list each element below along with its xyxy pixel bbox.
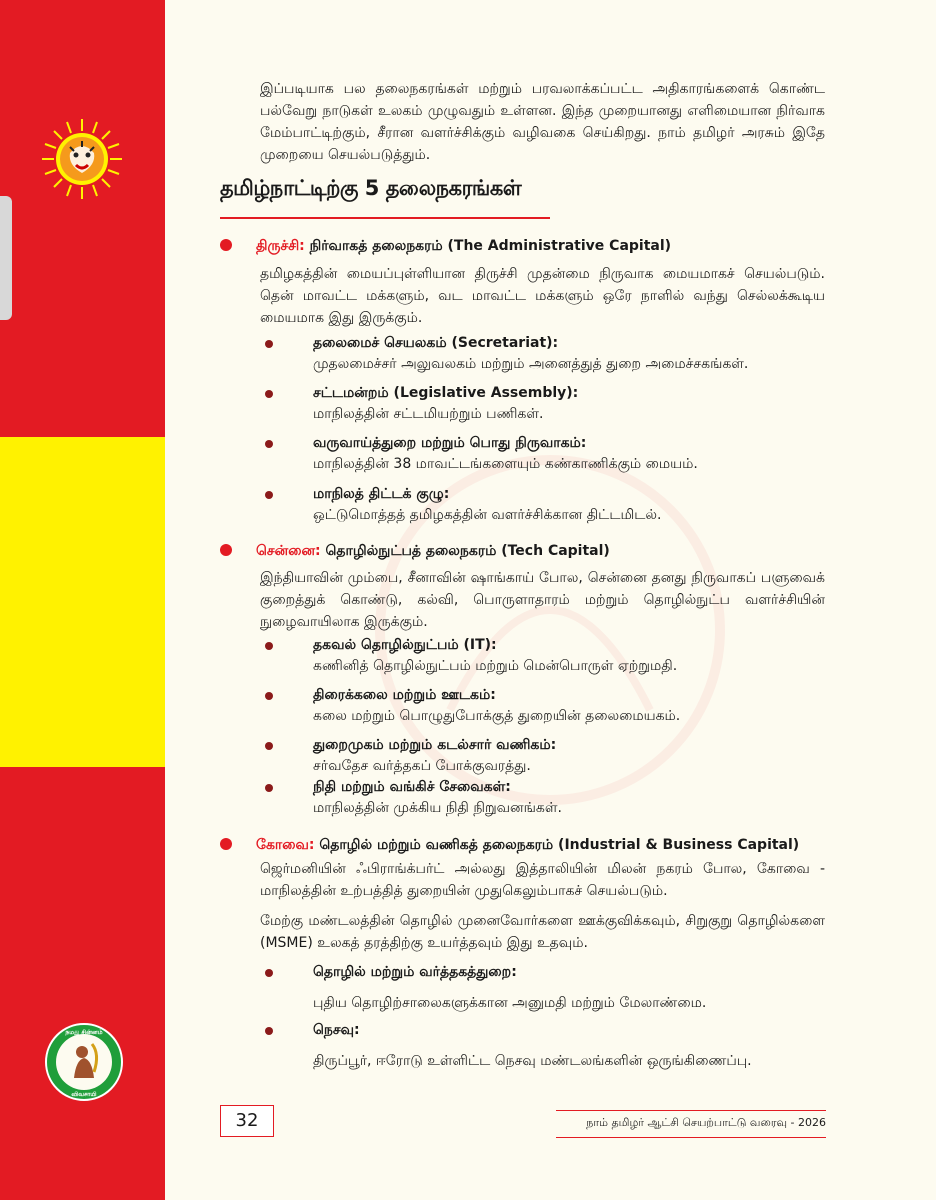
red-bullet-icon [220, 838, 232, 850]
kovai-description-2: மேற்கு மண்டலத்தின் தொழில் முனைவோர்களை ஊக்குவிக்கவும், சிறுகுறு தொழில்களை (MSME) உலகத் தரத்திற்கு உயர்த்தவும் இது உதவும். [260, 913, 825, 951]
item-description: சர்வதேச வர்த்தகப் போக்குவரத்து. [313, 758, 531, 774]
city-name: கோவை: [256, 837, 315, 853]
item-title: நெசவு: [313, 1022, 360, 1038]
item-description: முதலமைச்சர் அலுவலகம் மற்றும் அனைத்துத் துறை அமைச்சகங்கள். [313, 356, 749, 372]
bullet-icon [265, 742, 273, 750]
list-item [260, 962, 830, 1014]
list-item [260, 433, 830, 475]
capital-title: நிர்வாகத் தலைநகரம் (The Administrative Capital) [304, 238, 672, 254]
chennai-description: இந்தியாவின் மும்பை, சீனாவின் ஷாங்காய் போல, சென்னை தனது நிருவாகப் பளுவைக் குறைத்துக் கொண்டு, கல்வி, பொருளாதாரம் மற்றும் தொழில்நுட்ப வளர்ச்சியின் நுழைவாயிலாக இருக்கும். [260, 570, 825, 630]
list-item [260, 333, 830, 375]
bullet-icon [265, 642, 273, 650]
yellow-band [0, 437, 165, 767]
item-description: திருப்பூர், ஈரோடு உள்ளிட்ட நெசவு மண்டலங்களின் ஒருங்கிணைப்பு. [313, 1053, 752, 1069]
capital-title: தொழில்நுட்பத் தலைநகரம் (Tech Capital) [320, 543, 610, 559]
item-description: மாநிலத்தின் சட்டமியற்றும் பணிகள். [313, 406, 544, 422]
list-item [260, 1020, 830, 1072]
footer-rule-bottom [556, 1137, 826, 1138]
bullet-icon [265, 340, 273, 348]
item-title: துறைமுகம் மற்றும் கடல்சார் வணிகம்: [313, 737, 557, 753]
red-bullet-icon [220, 239, 232, 251]
heading-underline [220, 217, 550, 219]
item-title: திரைக்கலை மற்றும் ஊடகம்: [313, 687, 496, 703]
farmer-logo-icon [44, 1022, 124, 1102]
item-title: தலைமைச் செயலகம் (Secretariat): [313, 335, 559, 351]
item-title: வருவாய்த்துறை மற்றும் பொது நிருவாகம்: [313, 435, 587, 451]
logo-bottom-text: விவசாயி [71, 1091, 97, 1098]
bullet-icon [265, 440, 273, 448]
bullet-icon [265, 692, 273, 700]
footer-rule-top [556, 1110, 826, 1111]
trichy-description: தமிழகத்தின் மையப்புள்ளியான திருச்சி முதன்மை நிருவாக மையமாகச் செயல்படும். தென் மாவட்ட மக்களும், வட மாவட்ட மக்களும் ஒரே நாளில் வந்து செல்லக்கூடிய மையமாக இது இருக்கும். [260, 266, 825, 326]
list-item [260, 635, 830, 677]
item-description: கணினித் தொழில்நுட்பம் மற்றும் மென்பொருள் ஏற்றுமதி. [313, 658, 678, 674]
section-heading: தமிழ்நாட்டிற்கு 5 தலைநகரங்கள் [220, 176, 522, 200]
logo-top-text: நமது சின்னம் [65, 1029, 103, 1036]
bullet-icon [265, 1027, 273, 1035]
kovai-description: ஜெர்மனியின் ஃபிராங்க்பர்ட் அல்லது இத்தாலியின் மிலன் நகரம் போல, கோவை - மாநிலத்தின் உற்பத்தித் துறையின் முதுகெலும்பாகச் செயல்படும். [260, 861, 825, 899]
page-number: 32 [220, 1105, 274, 1137]
footer-title: நாம் தமிழர் ஆட்சி செயற்பாட்டு வரைவு - 2026 [586, 1116, 826, 1129]
intro-paragraph: இப்படியாக பல தலைநகரங்கள் மற்றும் பரவலாக்கப்பட்ட அதிகாரங்களைக் கொண்ட பல்வேறு நாடுகள் உலகம் முழுவதும் உள்ளன. இந்த முறையானது எளிமையான நிர்வாக மேம்பாட்டிற்கும், சீரான வளர்ச்சிக்கும் வழிவகை செய்கிறது. நாம் தமிழர் அரசும் இதே முறையை செயல்படுத்தும். [260, 81, 825, 163]
bullet-icon [265, 784, 273, 792]
list-item [260, 484, 830, 526]
list-item [260, 735, 830, 777]
chennai-heading [220, 540, 610, 562]
red-bullet-icon [220, 544, 232, 556]
list-item [260, 777, 830, 819]
side-tab-handle[interactable] [0, 196, 12, 320]
trichy-heading [220, 235, 671, 257]
bullet-icon [265, 969, 273, 977]
capital-title: தொழில் மற்றும் வணிகத் தலைநகரம் (Industrial & Business Capital) [314, 837, 800, 853]
item-description: மாநிலத்தின் முக்கிய நிதி நிறுவனங்கள். [313, 800, 562, 816]
item-title: சட்டமன்றம் (Legislative Assembly): [313, 385, 579, 401]
item-title: தொழில் மற்றும் வர்த்தகத்துறை: [313, 964, 517, 980]
item-description: புதிய தொழிற்சாலைகளுக்கான அனுமதி மற்றும் மேலாண்மை. [313, 995, 707, 1011]
item-description: ஒட்டுமொத்தத் தமிழகத்தின் வளர்ச்சிக்கான திட்டமிடல். [313, 507, 662, 523]
list-item [260, 383, 830, 425]
list-item [260, 685, 830, 727]
item-title: நிதி மற்றும் வங்கிச் சேவைகள்: [313, 779, 511, 795]
item-title: மாநிலத் திட்டக் குழு: [313, 486, 450, 502]
item-title: தகவல் தொழில்நுட்பம் (IT): [313, 637, 497, 653]
city-name: திருச்சி: [256, 238, 305, 254]
kovai-heading [220, 834, 799, 856]
bullet-icon [265, 390, 273, 398]
tiger-emblem-icon [40, 117, 124, 201]
item-description: கலை மற்றும் பொழுதுபோக்குத் துறையின் தலைமையகம். [313, 708, 681, 724]
city-name: சென்னை: [256, 543, 321, 559]
item-description: மாநிலத்தின் 38 மாவட்டங்களையும் கண்காணிக்கும் மையம். [313, 456, 698, 472]
bullet-icon [265, 491, 273, 499]
